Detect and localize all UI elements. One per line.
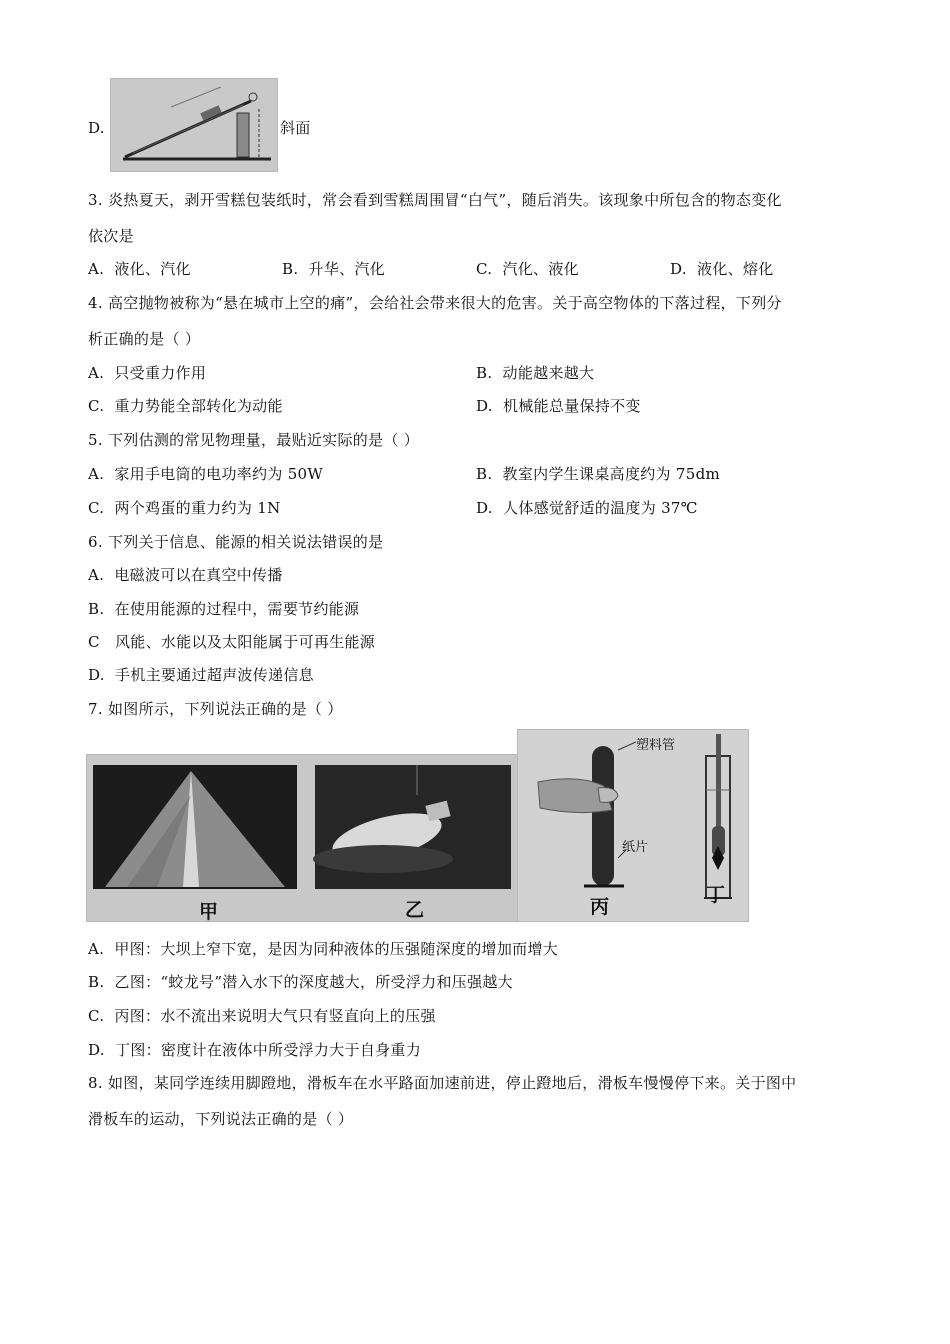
q7-option-c xyxy=(88,1006,436,1026)
q8-stem-line1: 8. 如图，某同学连续用脚蹬地，滑板车在水平路面加速前进，停止蹬地后，滑板车慢慢停下来。关于图中 xyxy=(88,1074,797,1092)
option-label: B. xyxy=(88,600,105,618)
option-label: C. xyxy=(88,397,105,415)
q5-option-b xyxy=(476,464,720,484)
option-label: D. xyxy=(88,666,105,684)
option-label: C. xyxy=(88,499,105,517)
option-label: A. xyxy=(88,465,105,483)
option-label: A. xyxy=(88,940,105,958)
figure-panels-bing-ding xyxy=(517,729,749,922)
q3-stem-line2: 依次是 xyxy=(88,227,134,245)
option-label: D. xyxy=(476,499,493,517)
q4-option-a xyxy=(88,363,206,383)
option-label: A. xyxy=(88,566,105,584)
option-label: D. xyxy=(670,260,687,278)
q7-option-a xyxy=(88,939,558,959)
q8-stem-line2: 滑板车的运动，下列说法正确的是（ ） xyxy=(88,1110,354,1128)
q6-option-c xyxy=(88,632,375,652)
option-text: 手机主要通过超声波传递信息 xyxy=(115,666,314,684)
q6-option-a xyxy=(88,565,283,585)
figure-label-ding: 丁 xyxy=(706,884,726,906)
q6-stem: 6. 下列关于信息、能源的相关说法错误的是 xyxy=(88,533,384,551)
figure-panels-jia-yi xyxy=(86,754,520,922)
figure-label-bing: 丙 xyxy=(590,896,610,918)
option-text: 液化、熔化 xyxy=(697,260,774,278)
q4-option-d xyxy=(476,396,641,416)
q7-option-b xyxy=(88,972,513,992)
option-label: B. xyxy=(476,364,493,382)
option-text: 甲图：大坝上窄下宽，是因为同种液体的压强随深度的增加而增大 xyxy=(114,940,559,958)
q5-stem: 5. 下列估测的常见物理量，最贴近实际的是（ ） xyxy=(88,431,420,449)
q4-stem-line2: 析正确的是（ ） xyxy=(88,330,201,348)
q3-option-a xyxy=(88,259,191,279)
option-text: 人体感觉舒适的温度为 37℃ xyxy=(503,499,698,517)
option-text: 丙图：水不流出来说明大气只有竖直向上的压强 xyxy=(114,1007,436,1025)
tube-label: 塑料管 xyxy=(636,738,676,753)
option-text: 电磁波可以在真空中传播 xyxy=(114,566,283,584)
q3-option-c xyxy=(476,259,579,279)
option-text: 只受重力作用 xyxy=(114,364,207,382)
q5-option-a xyxy=(88,464,323,484)
q7-option-d xyxy=(88,1040,421,1060)
paper-label: 纸片 xyxy=(622,840,649,855)
option-text: 教室内学生课桌高度约为 75dm xyxy=(502,465,721,483)
q5-option-c xyxy=(88,498,281,518)
q4-stem-line1: 4. 高空抛物被称为“悬在城市上空的痛”，会给社会带来很大的危害。关于高空物体的下落过程，下列分 xyxy=(88,294,782,312)
q4-option-c xyxy=(88,396,283,416)
option-text: 风能、水能以及太阳能属于可再生能源 xyxy=(115,633,376,651)
option-text: 丁图：密度计在液体中所受浮力大于自身重力 xyxy=(115,1041,422,1059)
option-text: 液化、汽化 xyxy=(114,260,191,278)
option-text: 动能越来越大 xyxy=(502,364,595,382)
option-label: C. xyxy=(476,260,493,278)
q2-option-d-label: D. xyxy=(88,119,105,137)
option-text: 升华、汽化 xyxy=(308,260,386,278)
q3-option-d xyxy=(670,259,774,279)
option-label: A. xyxy=(88,364,105,382)
option-label: B. xyxy=(88,973,105,991)
q6-option-b xyxy=(88,599,359,619)
option-label: A. xyxy=(88,260,105,278)
option-text: 重力势能全部转化为动能 xyxy=(114,397,283,415)
q7-stem: 7. 如图所示，下列说法正确的是（ ） xyxy=(88,700,343,718)
q3-option-b xyxy=(282,259,385,279)
option-text: 机械能总量保持不变 xyxy=(503,397,641,415)
option-text: 家用手电筒的电功率约为 50W xyxy=(114,465,324,483)
option-text: 两个鸡蛋的重力约为 1N xyxy=(114,499,281,517)
option-label: D. xyxy=(88,1041,105,1059)
q3-stem-line1: 3. 炎热夏天，剥开雪糕包装纸时，常会看到雪糕周围冒“白气”，随后消失。该现象中所包含的物态变化 xyxy=(88,191,782,209)
q2-option-d-caption: 斜面 xyxy=(280,119,311,137)
option-label: D. xyxy=(476,397,493,415)
option-label: C. xyxy=(88,1007,105,1025)
figure-label-yi: 乙 xyxy=(405,899,425,921)
option-text: 汽化、液化 xyxy=(502,260,579,278)
option-label: B. xyxy=(476,465,493,483)
option-text: 乙图：“蛟龙号”潜入水下的深度越大，所受浮力和压强越大 xyxy=(114,973,513,991)
option-label: C xyxy=(88,633,100,651)
option-text: 在使用能源的过程中，需要节约能源 xyxy=(114,600,360,618)
figure-label-jia: 甲 xyxy=(199,901,219,922)
q5-option-d xyxy=(476,498,698,518)
q4-option-b xyxy=(476,363,594,383)
q6-option-d xyxy=(88,665,314,685)
option-label: B. xyxy=(282,260,299,278)
incline-figure xyxy=(110,78,278,172)
